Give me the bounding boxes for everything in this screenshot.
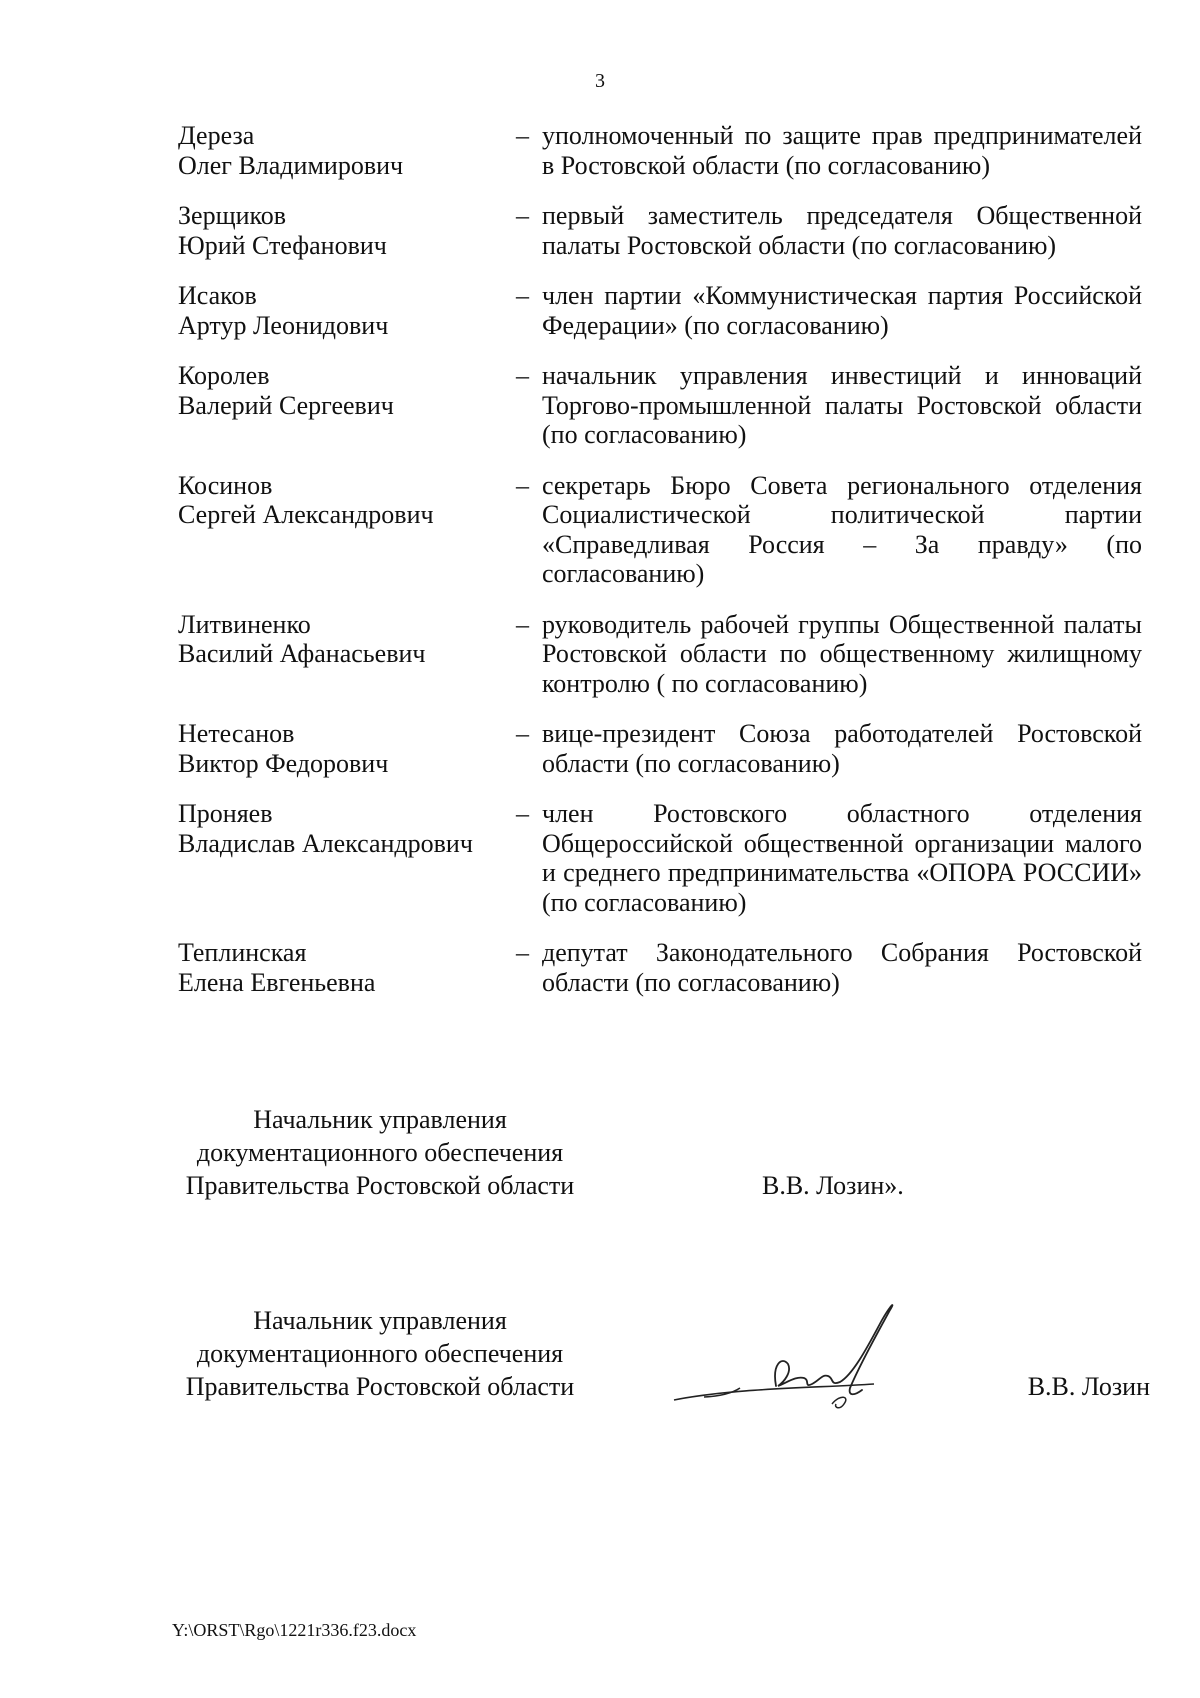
member-role: начальник управления инвестиций и инноваций Торгово-промышленной палаты Ростовской области (по согласованию) xyxy=(542,361,1142,449)
member-dash: – xyxy=(516,201,529,230)
signatory-name: В.В. Лозин». xyxy=(762,1171,904,1200)
member-role: секретарь Бюро Совета регионального отделения Социалистической политической партии «Справедливая Россия – За правду» (по согласованию) xyxy=(542,470,1142,588)
signatory-title-line: документационного обеспечения xyxy=(196,1339,564,1368)
member-role: уполномоченный по защите прав предпринимателей в Ростовской области (по согласованию) xyxy=(542,121,1142,180)
signatory-title xyxy=(150,1304,610,1403)
member-dash: – xyxy=(516,281,529,310)
member-dash: – xyxy=(516,609,529,639)
member-given-names: Владислав Александрович xyxy=(178,828,473,858)
member-given-names: Виктор Федорович xyxy=(178,748,389,778)
member-name xyxy=(178,610,516,699)
member-entry xyxy=(178,281,1142,340)
commission-member-list xyxy=(178,121,1142,1018)
signatory-name: В.В. Лозин xyxy=(1027,1372,1150,1401)
member-entry xyxy=(178,121,1142,180)
member-surname: Королев xyxy=(178,361,270,390)
member-surname: Нетесанов xyxy=(178,719,295,748)
signatory-title-line: Правительства Ростовской области xyxy=(185,1171,575,1200)
member-name xyxy=(178,281,516,340)
page-number: 3 xyxy=(595,70,605,92)
member-role: член партии «Коммунистическая партия Российской Федерации» (по согласованию) xyxy=(542,281,1142,340)
member-surname: Исаков xyxy=(178,281,257,310)
member-name xyxy=(178,938,516,997)
file-path-footer: Y:\ORST\Rgo\1221r336.f23.docx xyxy=(172,1620,417,1640)
signatory-title-line: Начальник управления xyxy=(253,1306,507,1335)
member-dash: – xyxy=(516,719,529,748)
member-name xyxy=(178,121,516,180)
member-given-names: Василий Афанасьевич xyxy=(178,639,426,668)
member-dash: – xyxy=(516,470,529,500)
member-dash: – xyxy=(516,361,529,390)
member-surname: Литвиненко xyxy=(178,609,311,639)
member-given-names: Сергей Александрович xyxy=(178,500,434,529)
member-dash: – xyxy=(516,938,529,967)
member-entry xyxy=(178,471,1142,589)
signatory-title-line: Начальник управления xyxy=(253,1105,507,1134)
member-entry xyxy=(178,201,1142,260)
member-surname: Проняев xyxy=(178,799,273,828)
member-given-names: Валерий Сергеевич xyxy=(178,390,394,420)
member-name xyxy=(178,201,516,260)
member-role: вице-президент Союза работодателей Ростовской области (по согласованию) xyxy=(542,719,1142,778)
member-entry xyxy=(178,361,1142,450)
handwritten-signature xyxy=(664,1292,944,1422)
member-entry xyxy=(178,719,1142,778)
member-name xyxy=(178,471,516,589)
member-name xyxy=(178,719,516,778)
member-given-names: Олег Владимирович xyxy=(178,150,404,180)
member-name xyxy=(178,361,516,450)
member-role: руководитель рабочей группы Общественной палаты Ростовской области по общественному жилищному контролю ( по согласованию) xyxy=(542,609,1142,698)
member-surname: Теплинская xyxy=(178,938,307,967)
member-entry xyxy=(178,610,1142,699)
member-dash: – xyxy=(516,799,529,828)
member-surname: Дереза xyxy=(178,121,255,150)
member-surname: Зерщиков xyxy=(178,201,287,230)
signatory-title xyxy=(150,1103,610,1202)
member-given-names: Елена Евгеньевна xyxy=(178,967,376,997)
member-given-names: Артур Леонидович xyxy=(178,310,389,340)
signatory-title-line: документационного обеспечения xyxy=(196,1138,564,1167)
member-entry xyxy=(178,938,1142,997)
member-dash: – xyxy=(516,121,529,150)
member-role: депутат Законодательного Собрания Ростовской области (по согласованию) xyxy=(542,938,1142,997)
member-name xyxy=(178,799,516,917)
signatory-title-line: Правительства Ростовской области xyxy=(185,1372,575,1401)
member-role: член Ростовского областного отделения Общероссийской общественной организации малого и среднего предпринимательства «ОПОРА РОССИИ» (по согласованию) xyxy=(542,799,1142,917)
member-entry xyxy=(178,799,1142,917)
member-surname: Косинов xyxy=(178,470,273,500)
member-given-names: Юрий Стефанович xyxy=(178,230,387,260)
member-role: первый заместитель председателя Общественной палаты Ростовской области (по согласованию) xyxy=(542,201,1142,260)
